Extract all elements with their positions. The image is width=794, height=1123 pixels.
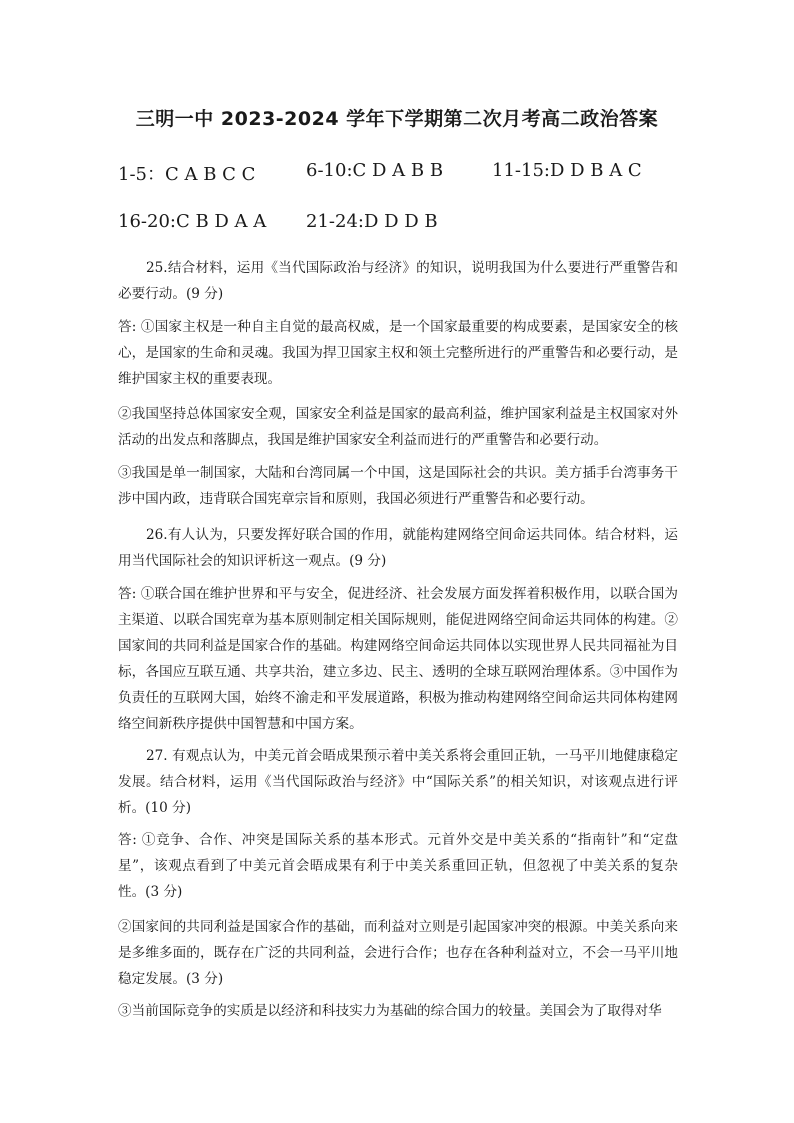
answer-25-point-3: ③我国是单一制国家，大陆和台湾同属一个中国，这是国际社会的共识。美方插手台湾事务干涉中国内政，违背联合国宪章宗旨和原则，我国必须进行严重警告和必要行动。 xyxy=(118,465,678,507)
page-title: 三明一中 2023-2024 学年下学期第二次月考高二政治答案 xyxy=(135,108,659,130)
answer-group: 21-24:D D D B xyxy=(306,211,438,232)
answer-group: 1-5：C A B C C xyxy=(118,164,256,185)
question-27: 27. 有观点认为，中美元首会晤成果预示着中美关系将会重回正轨，一马平川地健康稳定发展。结合材料，运用《当代国际政治与经济》中“国际关系”的相关知识，对该观点进行评析。(10 分) xyxy=(118,748,678,816)
answer-26: 答: ①联合国在维护世界和平与安全，促进经济、社会发展方面发挥着积极作用，以联合国为主渠道、以联合国宪章为基本原则制定相关国际规则，能促进网络空间命运共同体的构建。②国家间的共同利益是国家合作的基础。构建网络空间命运共同体以实现世界人民共同福祉为目标，各国应互联互通、共享共治，建立多边、民主、透明的全球互联网治理体系。③中国作为负责任的互联网大国，始终不渝走和平发展道路，积极为推动构建网络空间命运共同体构建网络空间新秩序提供中国智慧和中国方案。 xyxy=(118,586,678,732)
answer-25-point-2: ②我国坚持总体国家安全观，国家安全利益是国家的最高利益，维护国家利益是主权国家对外活动的出发点和落脚点，我国是维护国家安全利益而进行的严重警告和必要行动。 xyxy=(118,406,678,448)
answer-27-point-1: 答: ①竞争、合作、冲突是国际关系的基本形式。元首外交是中美关系的“指南针”和“定盘星”，该观点看到了中美元首会晤成果有利于中美关系重回正轨，但忽视了中美关系的复杂性。(3 分) xyxy=(118,832,678,900)
answer-25-point-1: 答: ①国家主权是一种自主自觉的最高权威，是一个国家最重要的构成要素，是国家安全的核心，是国家的生命和灵魂。我国为捍卫国家主权和领土完整所进行的严重警告和必要行动，是维护国家主权的重要表现。 xyxy=(118,319,678,387)
answer-group: 6-10:C D A B B xyxy=(306,160,444,181)
question-26: 26.有人认为，只要发挥好联合国的作用，就能构建网络空间命运共同体。结合材料，运用当代国际社会的知识评析这一观点。(9 分) xyxy=(118,527,678,569)
answer-group: 16-20:C B D A A xyxy=(118,211,267,232)
answer-27-point-3: ③当前国际竞争的实质是以经济和科技实力为基础的综合国力的较量。美国会为了取得对华 xyxy=(118,1003,662,1019)
answer-27-point-2: ②国家间的共同利益是国家合作的基础，而利益对立则是引起国家冲突的根源。中美关系向来是多维多面的，既存在广泛的共同利益，会进行合作；也存在各种利益对立，不会一马平川地稳定发展。(3 分) xyxy=(118,919,678,987)
answer-group: 11-15:D D B A C xyxy=(492,160,642,181)
question-25: 25.结合材料，运用《当代国际政治与经济》的知识，说明我国为什么要进行严重警告和必要行动。(9 分) xyxy=(118,260,678,302)
